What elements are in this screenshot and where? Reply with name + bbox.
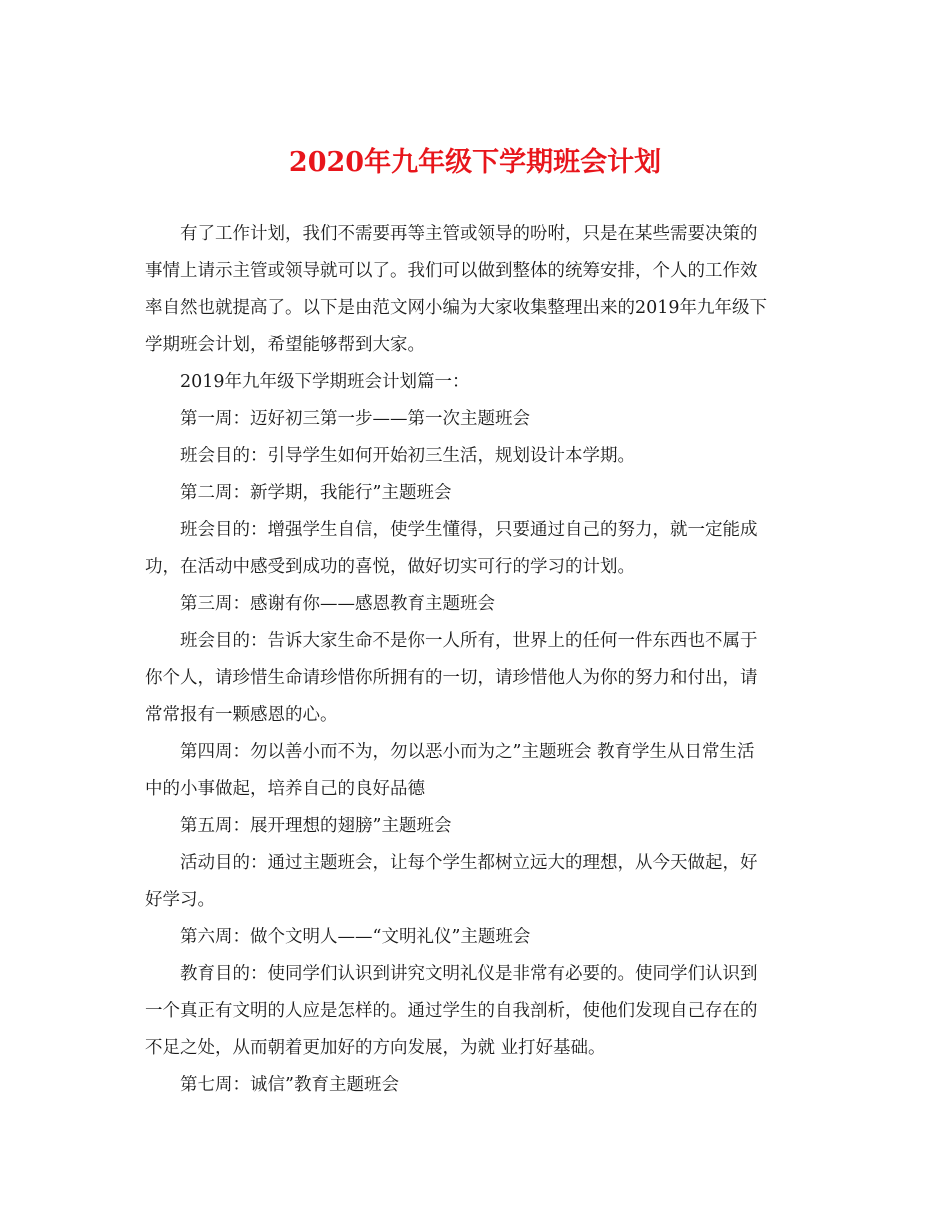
- paragraph-line: 班会目的：引导学生如何开始初三生活，规划设计本学期。: [180, 446, 635, 466]
- paragraph-line: 功，在活动中感受到成功的喜悦，做好切实可行的学习的计划。: [145, 557, 635, 577]
- paragraph-line: 中的小事做起，培养自己的良好品德: [145, 779, 425, 799]
- paragraph-line: 班会目的：增强学生自信，使学生懂得，只要通过自己的努力，就一定能成: [180, 520, 758, 540]
- document-body: [145, 216, 811, 1104]
- paragraph-line: 活动目的：通过主题班会，让每个学生都树立远大的理想，从今天做起，好: [180, 853, 758, 873]
- paragraph-line: 教育目的：使同学们认识到讲究文明礼仪是非常有必要的。使同学们认识到: [180, 964, 758, 984]
- paragraph-line: 好学习。: [145, 890, 215, 910]
- paragraph-line: 一个真正有文明的人应是怎样的。通过学生的自我剖析，使他们发现自己存在的: [145, 1001, 758, 1021]
- paragraph-line: 不足之处，从而朝着更加好的方向发展，为就 业打好基础。: [145, 1038, 606, 1058]
- paragraph-line: 事情上请示主管或领导就可以了。我们可以做到整体的统筹安排，个人的工作效: [145, 261, 758, 281]
- paragraph-line: 学期班会计划，希望能够帮到大家。: [145, 335, 425, 355]
- paragraph-line: 常常报有一颗感恩的心。: [145, 705, 338, 725]
- paragraph-line: 2019年九年级下学期班会计划篇一：: [180, 372, 470, 392]
- paragraph-line: 班会目的：告诉大家生命不是你一人所有，世界上的任何一件东西也不属于: [180, 631, 758, 651]
- paragraph-line: 第一周：迈好初三第一步——第一次主题班会: [180, 409, 530, 429]
- paragraph-line: 率自然也就提高了。以下是由范文网小编为大家收集整理出来的2019年九年级下: [145, 298, 768, 318]
- paragraph-line: 第三周：感谢有你——感恩教育主题班会: [180, 594, 495, 614]
- document-title: 2020年九年级下学期班会计划: [288, 147, 662, 178]
- paragraph-line: 你个人，请珍惜生命请珍惜你所拥有的一切，请珍惜他人为你的努力和付出，请: [145, 668, 758, 688]
- paragraph-line: 第六周：做个文明人——“文明礼仪”主题班会: [180, 927, 531, 947]
- paragraph-line: 第二周：新学期，我能行”主题班会: [180, 483, 452, 503]
- paragraph-line: 第七周：诚信”教育主题班会: [180, 1075, 399, 1095]
- paragraph-line: 有了工作计划，我们不需要再等主管或领导的吩咐，只是在某些需要决策的: [180, 224, 758, 244]
- paragraph-line: 第五周：展开理想的翅膀”主题班会: [180, 816, 452, 836]
- paragraph-line: 第四周：勿以善小而不为，勿以恶小而为之”主题班会 教育学生从日常生活: [180, 742, 755, 762]
